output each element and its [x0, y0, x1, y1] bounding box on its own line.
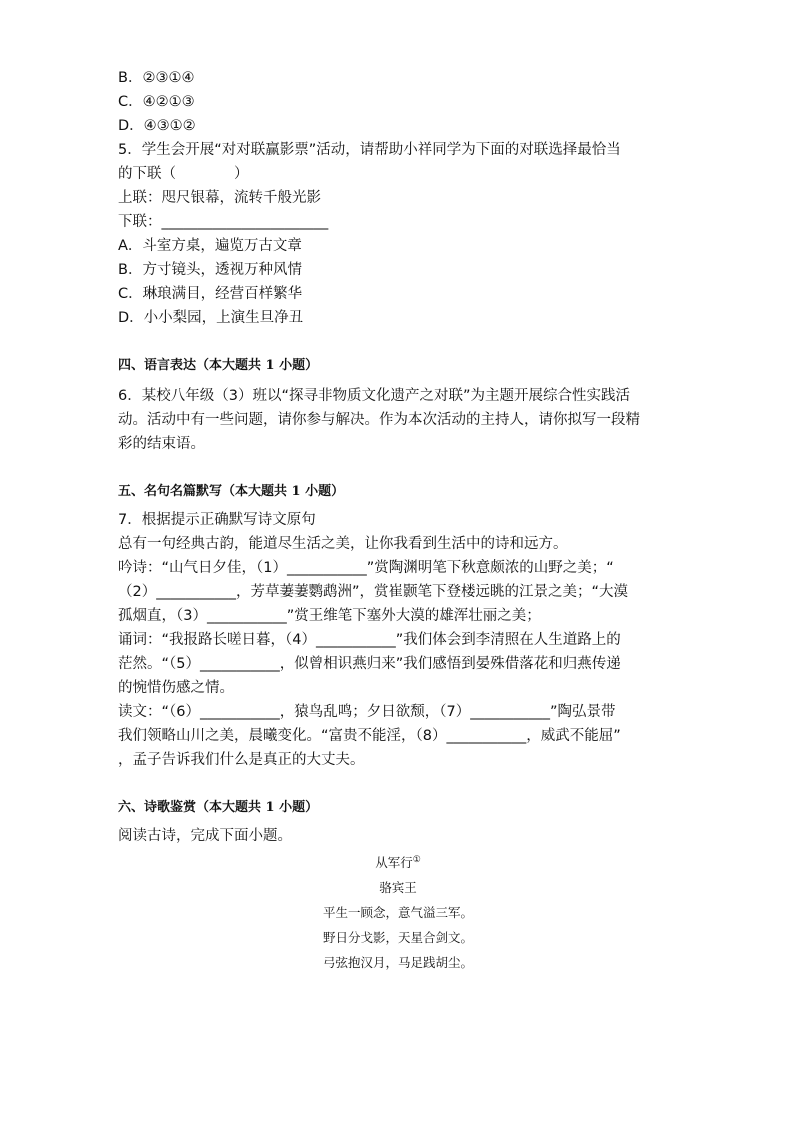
q7-line-11: ，孟子告诉我们什么是真正的大丈夫。 [118, 752, 365, 768]
q5-option-a: A．斗室方桌，遍览万古文章 [118, 238, 302, 254]
option-b: B．②③①④ [118, 70, 195, 86]
q7-line-1: 7．根据提示正确默写诗文原句 [118, 512, 316, 528]
q5-lower-couplet-blank: 下联：_______________________ [118, 214, 329, 230]
q7-line-6: 诵词：“我报路长嗟日暮，（4）___________”我们体会到李清照在人生道路上的 [118, 632, 621, 648]
q7-line-9: 读文：“（6）___________，猿鸟乱鸣；夕日欲颓，（7）___________”陶弘景带 [118, 704, 616, 720]
poem-footnote-marker: ① [412, 855, 421, 865]
q7-line-8: 的惋惜伤感之情。 [118, 680, 234, 696]
q7-line-10: 我们领略山川之美，晨曦变化。“富贵不能淫，（8）___________，威武不能屈” [118, 728, 621, 744]
q7-line-4: （2）___________，芳草萋萋鹦鹉洲”，赏崔颢笔下登楼远眺的江景之美；“大漠 [118, 584, 628, 600]
q5-stem-line-2: 的下联（ ） [118, 166, 249, 182]
q5-option-c: C．琳琅满目，经营百样繁华 [118, 286, 303, 302]
document-page [118, 66, 678, 975]
section-heading-6: 六、诗歌鉴赏（本大题共 1 小题） [118, 800, 319, 815]
q6-line-1: 6．某校八年级（3）班以“探寻非物质文化遗产之对联”为主题开展综合性实践活 [118, 388, 630, 404]
poem-line-1: 平生一顾念，意气溢三军。 [322, 905, 473, 921]
q5-stem-line-1: 5．学生会开展“对对联赢影票”活动，请帮助小祥同学为下面的对联选择最恰当 [118, 142, 621, 158]
poem-author: 骆宾王 [379, 880, 417, 896]
q5-option-d: D．小小梨园，上演生旦净丑 [118, 310, 304, 326]
section-heading-5: 五、名句名篇默写（本大题共 1 小题） [118, 484, 345, 499]
q7-line-2: 总有一句经典古韵，能道尽生活之美，让你我看到生活中的诗和远方。 [118, 536, 568, 552]
q5-option-b: B．方寸镜头，透视万种风情 [118, 262, 302, 278]
section-heading-4: 四、语言表达（本大题共 1 小题） [118, 358, 319, 373]
poem-title-text: 从军行 [375, 855, 413, 871]
poem-line-2: 野日分戈影，天星合剑文。 [322, 930, 473, 946]
q7-line-7: 茫然。“（5）___________，似曾相识燕归来”我们感悟到晏殊借落花和归燕传递 [118, 656, 621, 672]
poem-intro: 阅读古诗，完成下面小题。 [118, 828, 292, 844]
q5-upper-couplet: 上联：咫尺银幕，流转千般光影 [118, 190, 321, 206]
q6-line-2: 动。活动中有一些问题，请你参与解决。作为本次活动的主持人，请你拟写一段精 [118, 412, 640, 428]
q7-line-3: 吟诗：“山气日夕佳，（1）___________”赏陶渊明笔下秋意颇浓的山野之美；“ [118, 560, 614, 576]
q7-line-5: 孤烟直，（3）___________”赏王维笔下塞外大漠的雄浑壮丽之美； [118, 608, 541, 624]
q6-line-3: 彩的结束语。 [118, 436, 205, 452]
poem-title [118, 848, 678, 875]
option-d: D．④③①② [118, 118, 196, 134]
poem-line-3: 弓弦抱汉月，马足践胡尘。 [322, 955, 473, 971]
option-c: C．④②①③ [118, 94, 195, 110]
